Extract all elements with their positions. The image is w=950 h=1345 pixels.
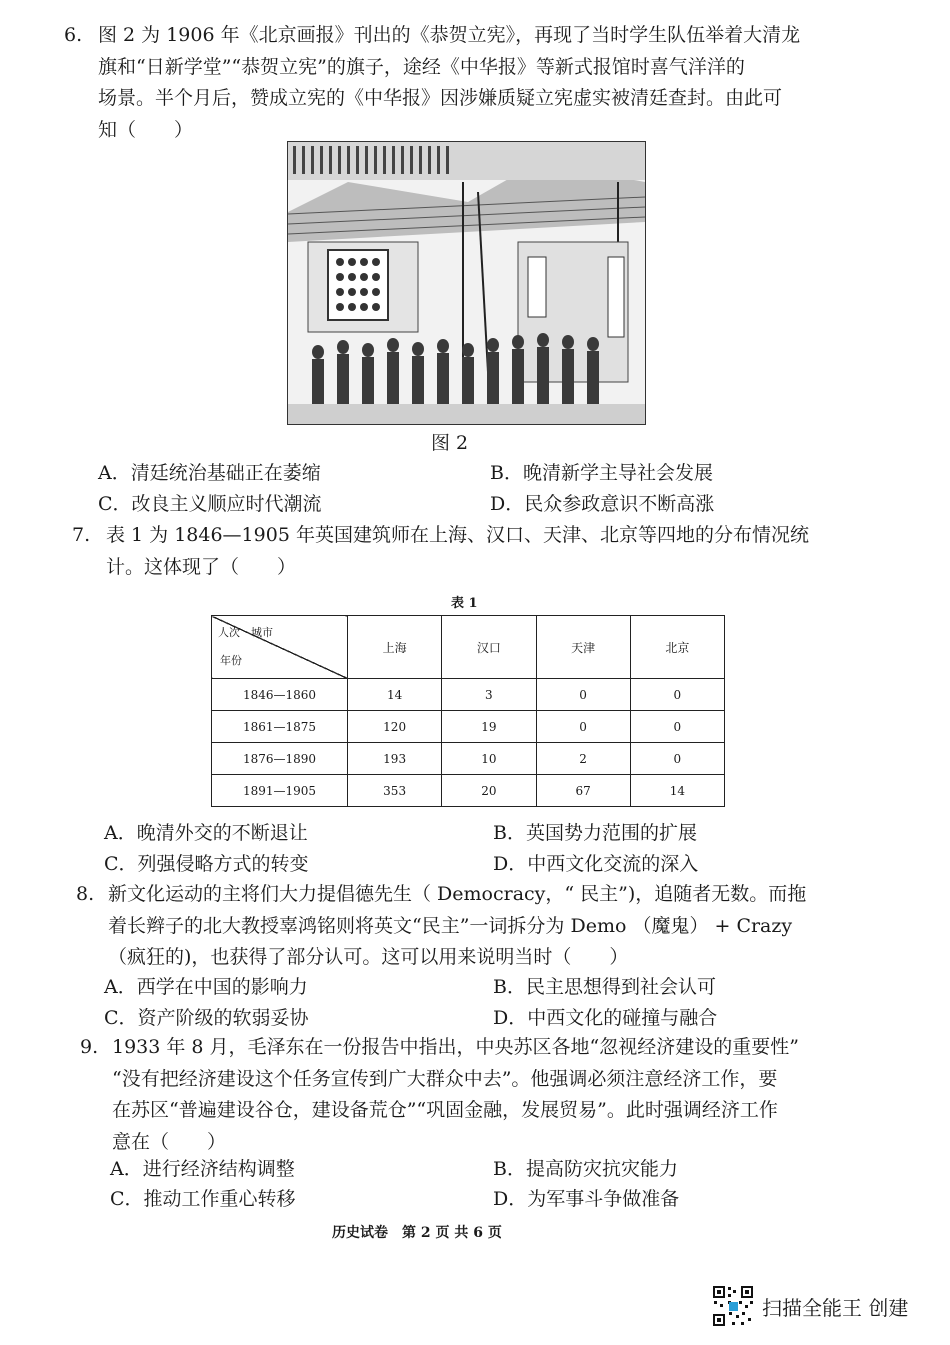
table-row — [212, 711, 725, 743]
option-label: D． — [493, 1188, 528, 1210]
cell: 353 — [348, 775, 442, 807]
option-label: C． — [98, 493, 132, 515]
column-header: 北京 — [630, 616, 724, 679]
option-text: 英国势力范围的扩展 — [525, 822, 697, 844]
table-row — [212, 743, 725, 775]
option-text: 中西文化交流的深入 — [527, 853, 699, 875]
option-text: 中西文化的碰撞与融合 — [527, 1007, 718, 1029]
stem-line: 新文化运动的主将们大力提倡德先生（ Democracy，“ 民主”)，追随者无数。而拖 — [108, 883, 807, 905]
question-8-option-c[interactable] — [104, 1003, 309, 1033]
option-label: B． — [493, 976, 526, 998]
option-text: 进行经济结构调整 — [142, 1158, 295, 1180]
option-text: 民主思想得到社会认可 — [525, 976, 716, 998]
option-label: D． — [493, 853, 528, 875]
cell: 67 — [536, 775, 630, 807]
option-label: A． — [110, 1158, 143, 1180]
question-7-stem — [72, 520, 892, 583]
cell: 14 — [630, 775, 724, 807]
stem-line: 着长辫子的北大教授辜鸿铭则将英文“民主”一词拆分为 Demo （魔鬼） + Crazy — [108, 914, 793, 937]
option-label: D． — [490, 493, 525, 515]
option-label: B． — [493, 822, 526, 844]
option-text: 清廷统治基础正在萎缩 — [130, 462, 321, 484]
option-label: C． — [104, 1007, 138, 1029]
cell: 10 — [442, 743, 536, 775]
question-8-stem — [76, 879, 896, 974]
question-7-option-c[interactable] — [104, 849, 309, 879]
stem-line: 旗和“日新学堂”“恭贺立宪”的旗子，途经《中华报》等新式报馆时喜气洋洋的 — [98, 55, 745, 78]
cell: 3 — [442, 679, 536, 711]
table-row — [212, 775, 725, 807]
option-text: 晚清外交的不断退让 — [136, 822, 308, 844]
stem-line: 表 1 为 1846—1905 年英国建筑师在上海、汉口、天津、北京等四地的分布情况统 — [106, 524, 809, 546]
row-period: 1876—1890 — [212, 743, 348, 775]
stem-line: 场景。半个月后，赞成立宪的《中华报》因涉嫌质疑立宪虚实被清廷查封。由此可 — [98, 87, 783, 109]
qr-code-icon — [712, 1285, 754, 1327]
question-9-option-c[interactable] — [110, 1184, 296, 1214]
option-text: 改良主义顺应时代潮流 — [131, 493, 322, 515]
question-9-option-a[interactable] — [110, 1154, 295, 1184]
question-9-stem — [80, 1032, 900, 1158]
question-6-option-d[interactable] — [490, 489, 714, 519]
option-text: 民众参政意识不断高涨 — [524, 493, 715, 515]
cell: 0 — [630, 711, 724, 743]
figure-2-illustration — [287, 141, 646, 425]
cell: 19 — [442, 711, 536, 743]
question-6-stem — [64, 20, 884, 146]
question-number: 6. — [64, 24, 83, 46]
cell: 20 — [442, 775, 536, 807]
cell: 120 — [348, 711, 442, 743]
stem-line: 意在（ ） — [112, 1130, 227, 1153]
option-label: B． — [493, 1158, 526, 1180]
stem-line: 图 2 为 1906 年《北京画报》刊出的《恭贺立宪》，再现了当时学生队伍举着大清龙 — [98, 24, 801, 46]
corner-bottom-label: 年份 — [220, 654, 242, 667]
option-text: 推动工作重心转移 — [143, 1188, 296, 1210]
row-period: 1846—1860 — [212, 679, 348, 711]
cell: 0 — [630, 679, 724, 711]
question-6-option-a[interactable] — [98, 458, 321, 488]
cell: 2 — [536, 743, 630, 775]
cell: 14 — [348, 679, 442, 711]
question-8-option-a[interactable] — [104, 972, 308, 1002]
cell: 0 — [536, 711, 630, 743]
cell: 193 — [348, 743, 442, 775]
question-7-option-d[interactable] — [493, 849, 698, 879]
stem-line: 在苏区“普遍建设谷仓，建设备荒仓”“巩固金融，发展贸易”。此时强调经济工作 — [112, 1099, 778, 1121]
column-header: 天津 — [536, 616, 630, 679]
option-label: A． — [104, 976, 137, 998]
question-8-option-d[interactable] — [493, 1003, 717, 1033]
stem-line: （疯狂的)，也获得了部分认可。这可以用来说明当时（ ） — [108, 946, 629, 968]
option-text: 资产阶级的软弱妥协 — [137, 1007, 309, 1029]
question-8-option-b[interactable] — [493, 972, 716, 1002]
option-text: 列强侵略方式的转变 — [137, 853, 309, 875]
cell: 0 — [630, 743, 724, 775]
question-number: 9. — [80, 1036, 99, 1058]
question-6-option-c[interactable] — [98, 489, 322, 519]
option-label: A． — [98, 462, 131, 484]
row-period: 1861—1875 — [212, 711, 348, 743]
question-6-option-b[interactable] — [490, 458, 713, 488]
question-number: 7. — [72, 524, 91, 546]
cell: 0 — [536, 679, 630, 711]
page-footer: 历史试卷 第 2 页 共 6 页 — [332, 1225, 502, 1241]
table-row — [212, 679, 725, 711]
corner-top-label: 人次 城市 — [218, 626, 273, 639]
option-text: 晚清新学主导社会发展 — [522, 462, 713, 484]
question-9-option-b[interactable] — [493, 1154, 678, 1184]
option-label: A． — [104, 822, 137, 844]
option-label: D． — [493, 1007, 528, 1029]
figure-2-caption: 图 2 — [431, 432, 469, 454]
table-corner-header — [212, 616, 348, 679]
scanner-brand-text: 扫描全能王 创建 — [762, 1295, 909, 1320]
row-period: 1891—1905 — [212, 775, 348, 807]
question-number: 8. — [76, 883, 95, 905]
stem-line: 知（ ） — [98, 118, 194, 141]
question-7-option-b[interactable] — [493, 818, 697, 848]
stem-line: 1933 年 8 月，毛泽东在一份报告中指出，中央苏区各地“忽视经济建设的重要性” — [112, 1036, 799, 1058]
option-label: B． — [490, 462, 523, 484]
option-label: C． — [110, 1188, 144, 1210]
option-label: C． — [104, 853, 138, 875]
stem-line: 计。这体现了（ ） — [106, 555, 297, 578]
table-1-title: 表 1 — [451, 596, 478, 611]
option-text: 提高防灾抗灾能力 — [525, 1158, 678, 1180]
question-9-option-d[interactable] — [493, 1184, 679, 1214]
scanner-watermark — [712, 1285, 908, 1327]
column-header: 上海 — [348, 616, 442, 679]
option-text: 为军事斗争做准备 — [527, 1188, 680, 1210]
column-header: 汉口 — [442, 616, 536, 679]
table-1 — [211, 615, 725, 807]
question-7-option-a[interactable] — [104, 818, 308, 848]
option-text: 西学在中国的影响力 — [136, 976, 308, 998]
stem-line: “没有把经济建设这个任务宣传到广大群众中去”。他强调必须注意经济工作，要 — [112, 1067, 778, 1090]
